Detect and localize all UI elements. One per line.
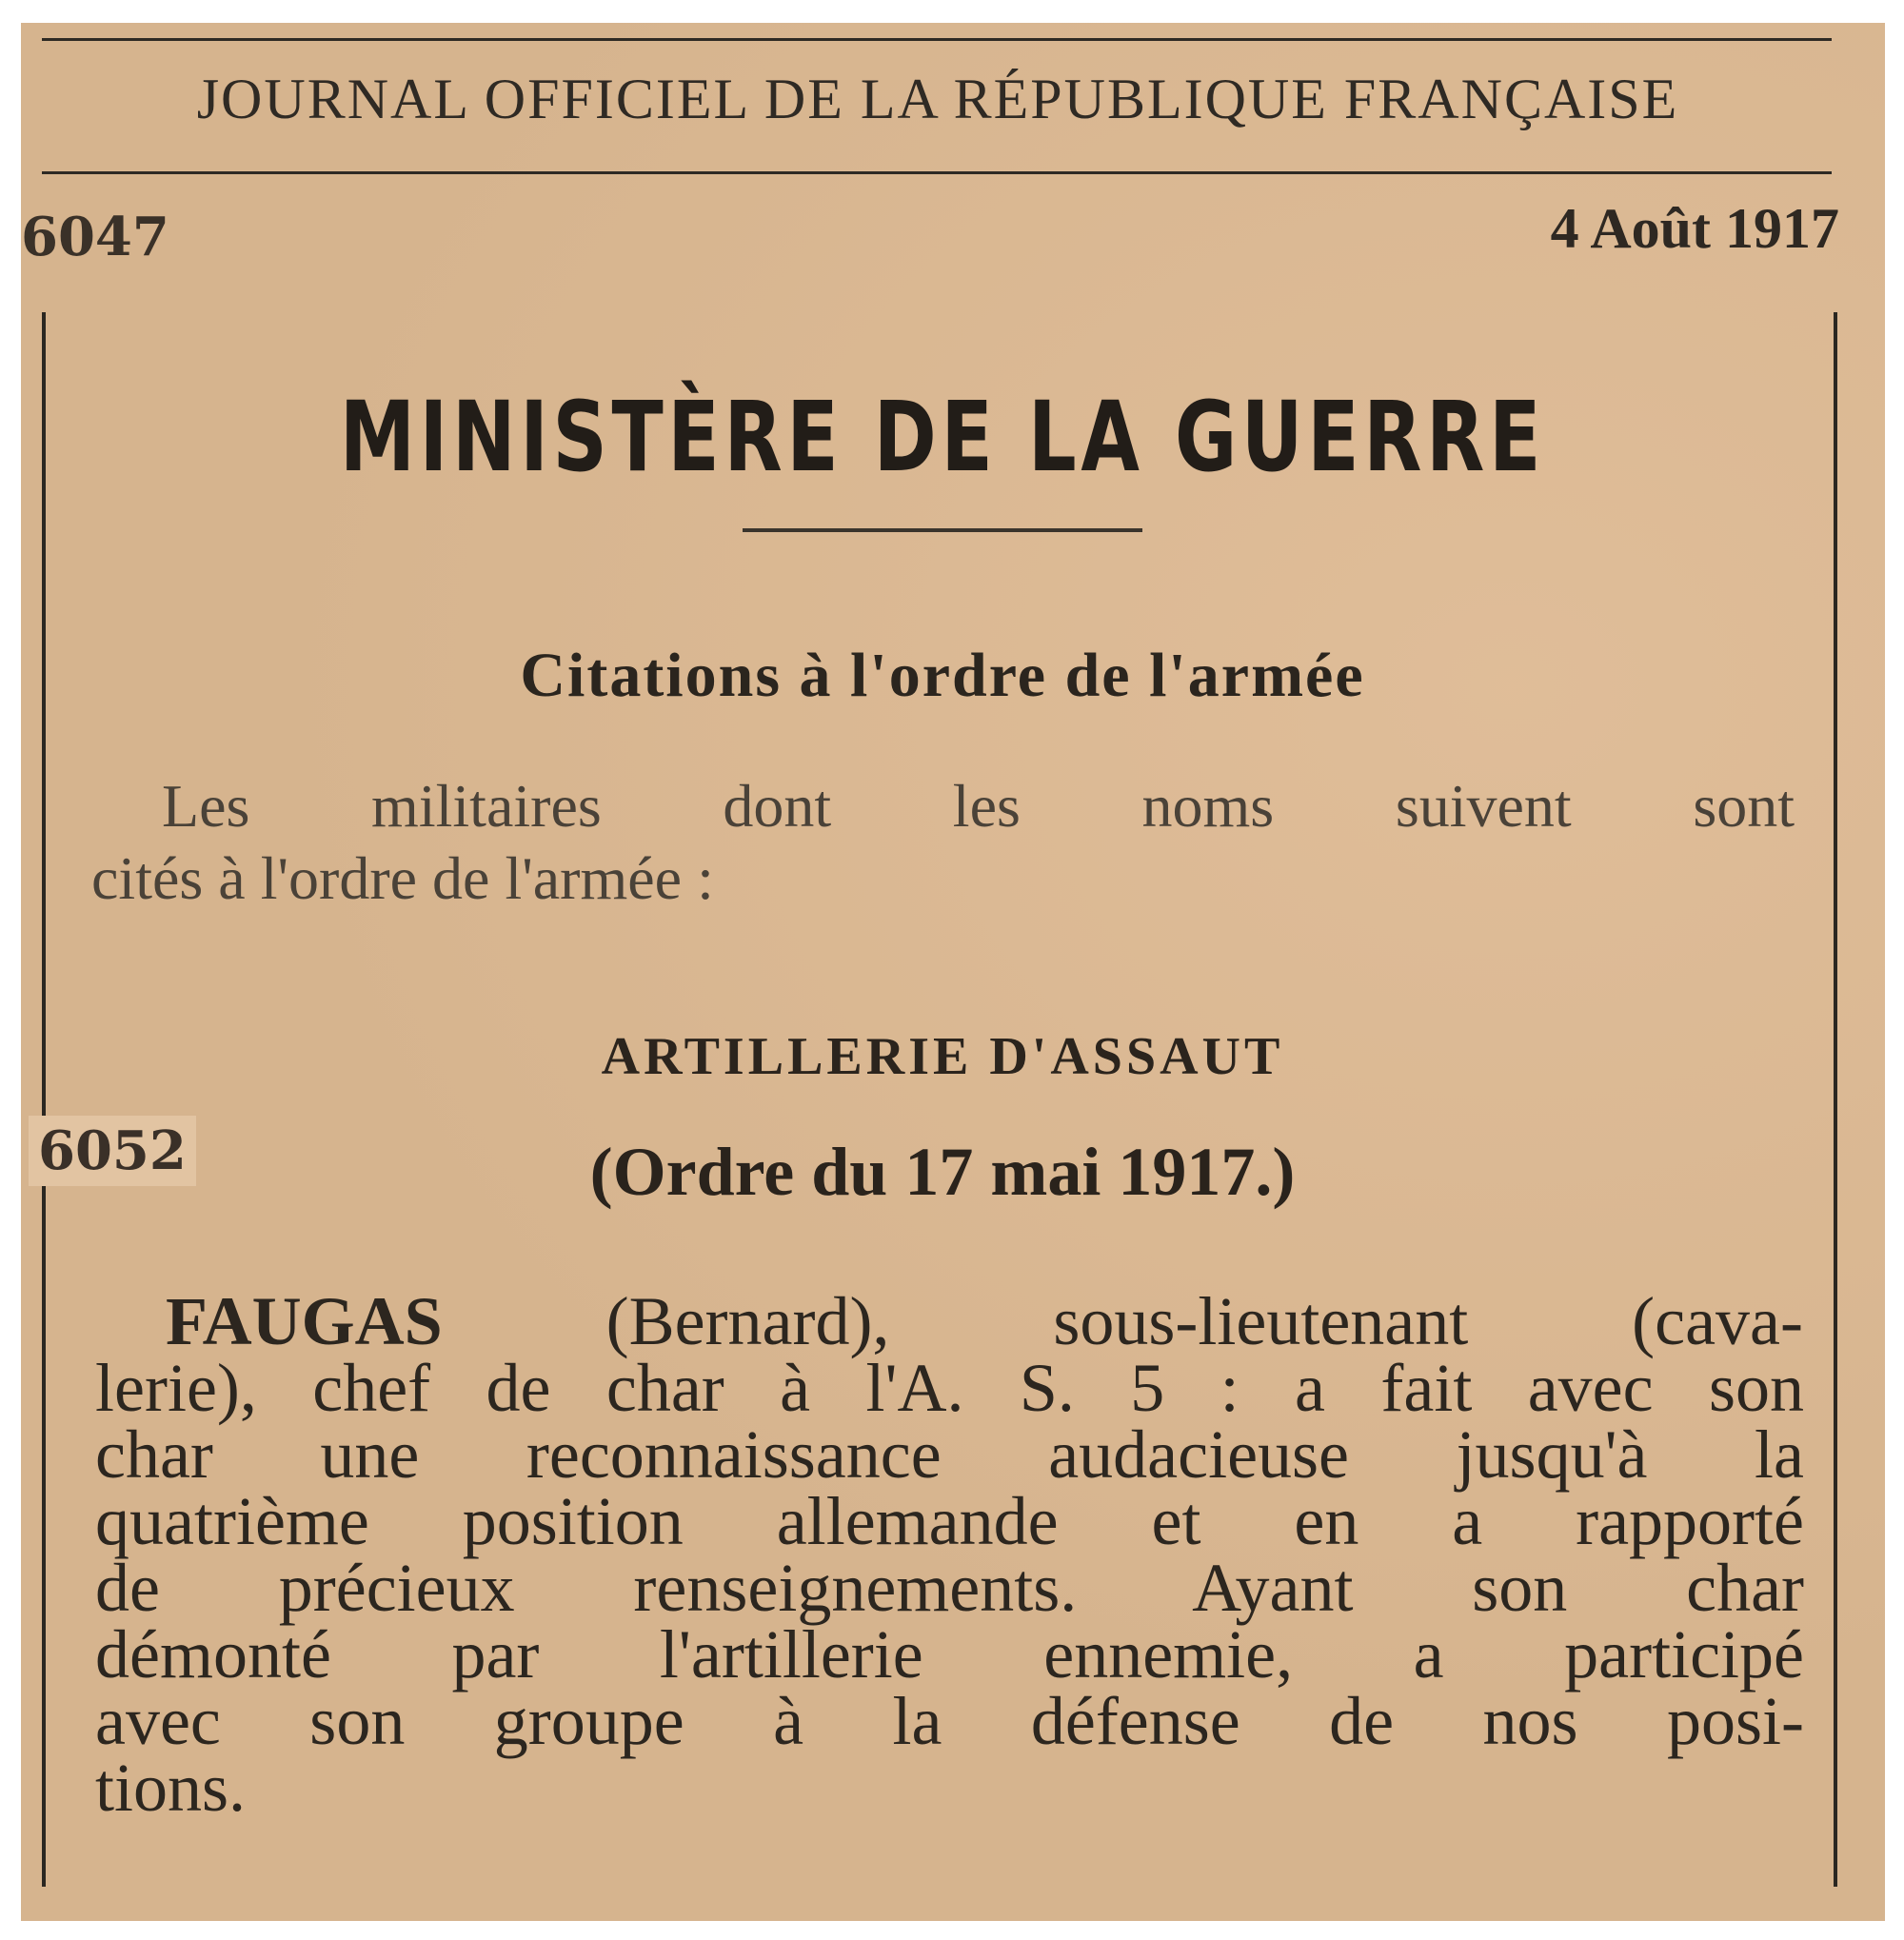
masthead-bottom-rule xyxy=(42,171,1832,174)
citation-line-1-text: (Bernard), sous-lieutenant (cava- xyxy=(442,1283,1803,1359)
citation-line: de précieux renseignements. Ayant son char xyxy=(95,1550,1804,1626)
masthead-top-rule xyxy=(42,38,1832,41)
column-frame-left xyxy=(42,312,46,1887)
citation-line: char une reconnaissance audacieuse jusqu'à la xyxy=(95,1416,1804,1493)
citation-line: lerie), chef de char à l'A. S. 5 : a fait avec son xyxy=(95,1350,1804,1426)
unit-heading: ARTILLERIE D'ASSAUT xyxy=(601,1027,1284,1086)
citation-line xyxy=(166,1283,1803,1359)
section-heading: Citations à l'ordre de l'armée xyxy=(520,641,1365,710)
issue-date: 4 Août 1917 xyxy=(1550,197,1839,260)
column-frame-right xyxy=(1834,312,1837,1887)
title-divider xyxy=(743,528,1142,532)
citation-name: FAUGAS xyxy=(166,1283,443,1359)
citation-line: démonté par l'artillerie ennemie, a participé xyxy=(95,1616,1804,1693)
intro-paragraph-line: cités à l'ordre de l'armée : xyxy=(91,844,714,912)
citation-line: avec son groupe à la défense de nos posi- xyxy=(95,1683,1804,1759)
margin-page-number: 6052 xyxy=(29,1116,196,1186)
page-number: 6047 xyxy=(21,206,169,268)
masthead-title: JOURNAL OFFICIEL DE LA RÉPUBLIQUE FRANÇAISE xyxy=(196,68,1679,130)
citation-line: quatrième position allemande et en a rapporté xyxy=(95,1483,1804,1559)
order-reference: (Ordre du 17 mai 1917.) xyxy=(589,1134,1296,1210)
citation-line: tions. xyxy=(95,1750,247,1826)
ministry-title: MINISTÈRE DE LA GUERRE xyxy=(339,381,1546,494)
intro-paragraph-line: Les militaires dont les noms suivent sont xyxy=(162,772,1795,840)
